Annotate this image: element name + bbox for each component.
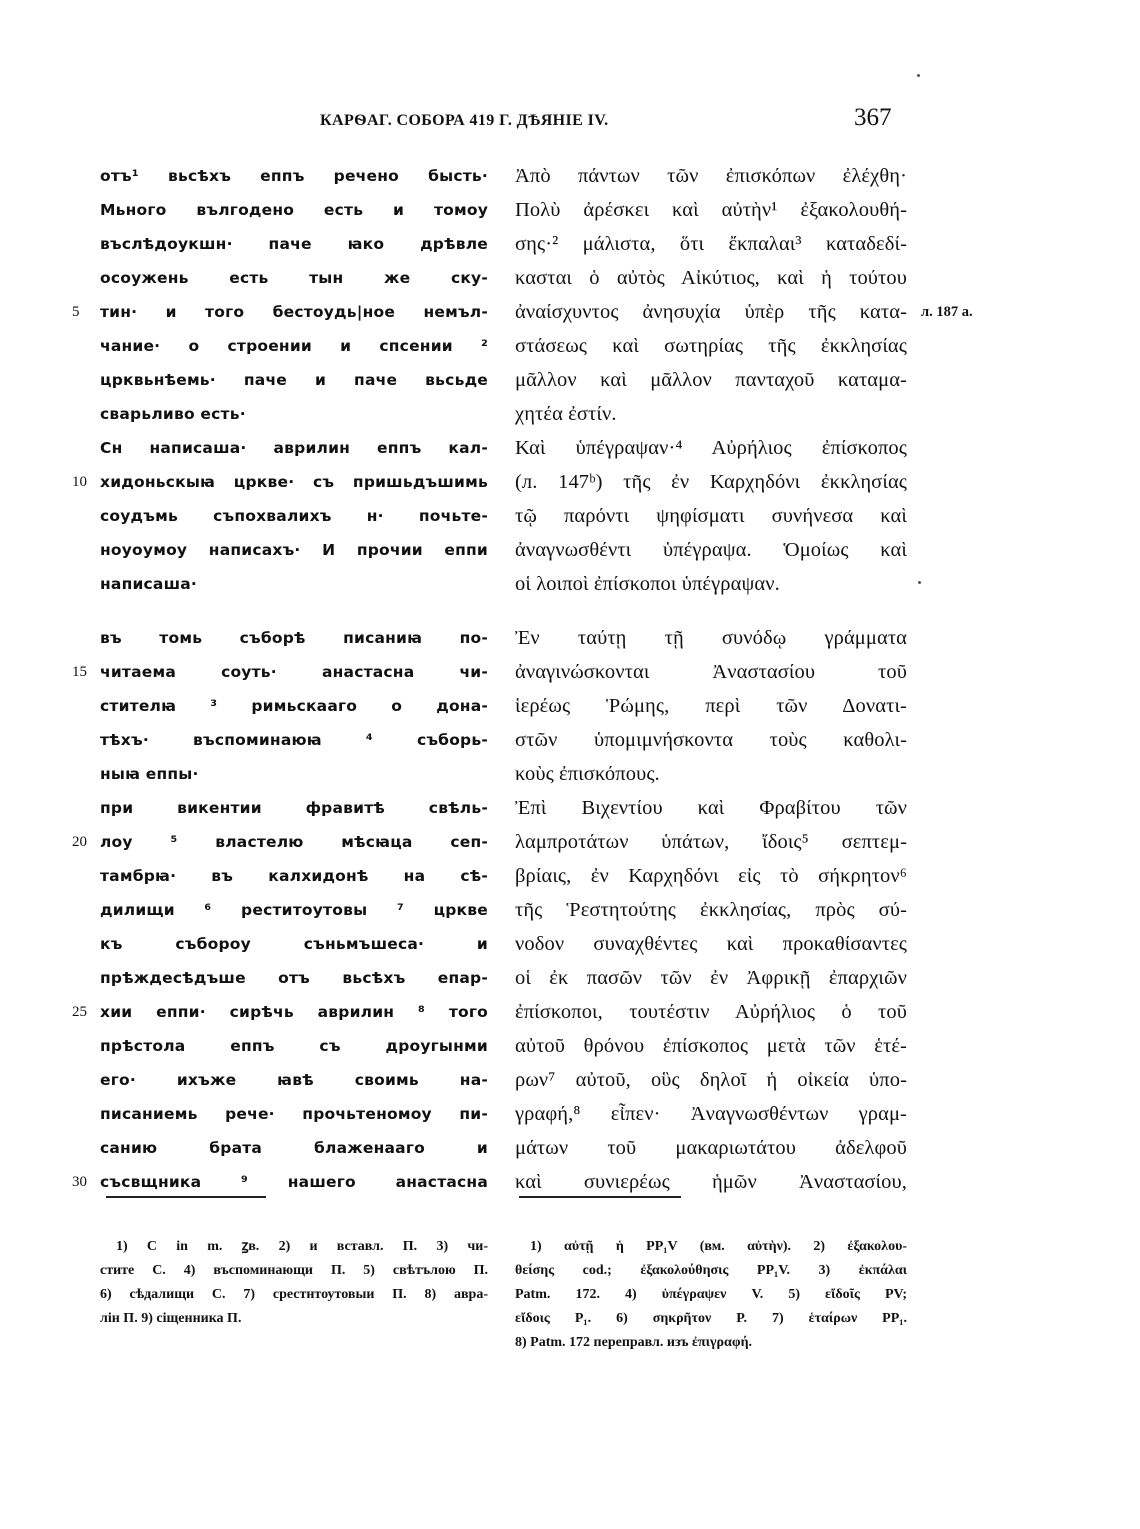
footnote-left-line: стите С. 4) въспоминающи П. 5) свѣтълою П. bbox=[100, 1263, 488, 1278]
slavonic-line: црквьнѣемь· паче и паче вьсьде bbox=[100, 371, 488, 389]
margin-folio-note: л. 187 а. bbox=[921, 304, 973, 320]
slavonic-line: его· ихъже ꙗвѣ своимь на- bbox=[100, 1071, 488, 1089]
running-header: КАРѲАГ. СОБОРА 419 Г. ДѢЯНІЕ IV. bbox=[320, 112, 609, 129]
greek-line: ἀναγνωσθέντι ὑπέγραψα. Ὁμοίως καὶ bbox=[515, 539, 907, 561]
slavonic-line: читаема соуть· анастасна чи- bbox=[100, 663, 488, 681]
greek-line: λαμπροτάτων ὑπάτων, ἴδοις⁵ σεπτεμ- bbox=[515, 831, 907, 853]
slavonic-line: прѣстола еппъ съ дроугынми bbox=[100, 1037, 488, 1055]
slavonic-line: хии еппи· сирѣчь аврилин ⁸ того bbox=[100, 1003, 488, 1021]
greek-line: κοὺς ἐπισκόπους. bbox=[515, 763, 660, 785]
slavonic-line: тамбрꙗ· въ калхидонѣ на сѣ- bbox=[100, 867, 488, 885]
slavonic-line: прѣждесѣдъше отъ вьсѣхъ епар- bbox=[100, 969, 488, 987]
footnote-left-line: лін П. 9) сіщенника П. bbox=[100, 1311, 242, 1326]
greek-line: μᾶλλον καὶ μᾶλλον πανταχοῦ καταμα- bbox=[515, 369, 907, 391]
slavonic-line: тѣхъ· въспоминаюꙗ ⁴ съборь- bbox=[100, 731, 488, 749]
footnote-right-line: θείσης cod.; ἐξακολούθησις PP₁V. 3) ἐκπάλαι bbox=[515, 1263, 907, 1278]
slavonic-line: въслѣдоукшн· паче ꙗко дрѣвле bbox=[100, 235, 488, 253]
greek-line: χητέα ἐστίν. bbox=[515, 403, 617, 425]
greek-line: Ἐπὶ Βιχεντίου καὶ Φραβίτου τῶν bbox=[515, 797, 907, 819]
greek-line: Καὶ ὑπέγραψαν·⁴ Αὐρήλιος ἐπίσκοπος bbox=[515, 437, 907, 459]
footnote-left-line: 1) С in m. ꙁв. 2) и вставл. П. 3) чи- bbox=[116, 1239, 488, 1254]
greek-line: Ἀπὸ πάντων τῶν ἐπισκόπων ἐλέχθη· bbox=[515, 165, 907, 187]
greek-line: στάσεως καὶ σωτηρίας τῆς ἐκκλησίας bbox=[515, 335, 907, 357]
greek-line: Πολὺ ἀρέσκει καὶ αὐτὴν¹ ἐξακολουθή- bbox=[515, 199, 907, 221]
greek-line: Ἐν ταύτῃ τῇ συνόδῳ γράμματα bbox=[515, 627, 907, 649]
print-speck bbox=[918, 581, 921, 584]
greek-line: ἀναίσχυντος ἀνησυχία ὑπὲρ τῆς κατα- bbox=[515, 301, 907, 323]
slavonic-line: ноуоумоу написахъ· И прочии еппи bbox=[100, 541, 488, 559]
slavonic-line: ныꙗ еппы· bbox=[100, 765, 199, 783]
slavonic-line: соудъмь съпохвалихъ н· почьте- bbox=[100, 507, 488, 525]
slavonic-line: написаша· bbox=[100, 575, 197, 593]
slavonic-line: стителꙗ ³ римьскааго о дона- bbox=[100, 697, 488, 715]
greek-line: καὶ συνιερέως ἡμῶν Ἀναστασίου, bbox=[515, 1171, 907, 1193]
slavonic-line: санию брата блаженааго и bbox=[100, 1139, 488, 1157]
greek-line: (л. 147ᵇ) τῆς ἐν Καρχηδόνι ἐκκλησίας bbox=[515, 471, 907, 493]
footnote-right-line: 8) Patm. 172 переправл. изъ ἐπιγραφή. bbox=[515, 1335, 753, 1350]
footnote-right-line: 1) αὐτῇ ἡ PP₁V (вм. αὐτὴν). 2) ἐξακολου- bbox=[530, 1239, 907, 1254]
greek-line: κασται ὁ αὐτὸς Αἰκύτιος, καὶ ἡ τούτου bbox=[515, 267, 907, 289]
line-number: 25 bbox=[72, 1004, 87, 1020]
greek-line: βρίαις, ἐν Καρχηδόνι εἰς τὸ σήκρητον⁶ bbox=[515, 865, 907, 887]
line-number: 30 bbox=[72, 1174, 87, 1190]
line-number: 20 bbox=[72, 834, 87, 850]
footnote-rule-right bbox=[519, 1196, 681, 1198]
slavonic-line: дилищи ⁶ реститоутовы ⁷ цркве bbox=[100, 901, 488, 919]
greek-line: αὐτοῦ θρόνου ἐπίσκοπος μετὰ τῶν ἑτέ- bbox=[515, 1035, 907, 1057]
greek-line: οἱ ἐκ πασῶν τῶν ἐν Ἀφρικῇ ἐπαρχιῶν bbox=[515, 967, 907, 989]
greek-line: οἱ λοιποὶ ἐπίσκοποι ὑπέγραψαν. bbox=[515, 573, 780, 595]
greek-line: στῶν ὑπομιμνήσκοντα τοὺς καθολι- bbox=[515, 729, 907, 751]
footnote-right-line: εἴδοις P₁. 6) σηκρῆτον P. 7) ἑταίρων PP₁. bbox=[515, 1311, 907, 1326]
greek-line: τῷ παρόντι ψηφίσματι συνήνεσα καὶ bbox=[515, 505, 907, 527]
greek-line: ἀναγινώσκονται Ἀναστασίου τοῦ bbox=[515, 661, 907, 683]
greek-line: τῆς Ῥεστητούτης ἐκκλησίας, πρὸς σύ- bbox=[515, 899, 907, 921]
slavonic-line: съсвщника ⁹ нашего анастасна bbox=[100, 1173, 488, 1191]
footnote-left-line: 6) сѣдалищи С. 7) срестнтоутовыи П. 8) авра- bbox=[100, 1287, 488, 1302]
slavonic-line: сварьливо есть· bbox=[100, 405, 246, 423]
slavonic-line: чание· о строении и спсении ² bbox=[100, 337, 488, 355]
slavonic-line: писаниемь рече· прочьтеномоу пи- bbox=[100, 1105, 488, 1123]
slavonic-line: Сн написаша· аврилин еппъ кал- bbox=[100, 439, 488, 457]
greek-line: ἐπίσκοποι, τουτέστιν Αὐρήλιος ὁ τοῦ bbox=[515, 1001, 907, 1023]
line-number: 10 bbox=[72, 474, 87, 490]
greek-line: μάτων τοῦ μακαριωτάτου ἀδελφοῦ bbox=[515, 1137, 907, 1159]
slavonic-line: при викентии фравитѣ свѣль- bbox=[100, 799, 488, 817]
slavonic-line: хидоньскыꙗ цркве· съ пришьдъшимь bbox=[100, 473, 488, 491]
page-number: 367 bbox=[854, 104, 892, 131]
slavonic-line: въ томь съборѣ писаниꙗ по- bbox=[100, 629, 488, 647]
slavonic-line: Мьного вългодено есть и томоу bbox=[100, 201, 488, 219]
greek-line: νοδον συναχθέντες καὶ προκαθίσαντες bbox=[515, 933, 907, 955]
greek-line: γραφή,⁸ εἶπεν· Ἀναγνωσθέντων γραμ- bbox=[515, 1103, 907, 1125]
slavonic-line: осоужень есть тын же ску- bbox=[100, 269, 488, 287]
greek-line: σης·² μάλιστα, ὅτι ἔκπαλαι³ καταδεδί- bbox=[515, 233, 907, 255]
greek-line: ρων⁷ αὐτοῦ, οὓς δηλοῖ ἡ οἰκεία ὑπο- bbox=[515, 1069, 907, 1091]
slavonic-line: тин· и того бестоудь|ное немъл- bbox=[100, 303, 488, 321]
footnote-rule-left bbox=[106, 1196, 266, 1198]
print-speck bbox=[917, 74, 920, 77]
line-number: 15 bbox=[72, 664, 87, 680]
slavonic-line: лоу ⁵ властелю мѣсꙗца сеп- bbox=[100, 833, 488, 851]
footnote-right-line: Patm. 172. 4) ὑπέγραψεν V. 5) εἴδοῖς PV; bbox=[515, 1287, 907, 1302]
slavonic-line: къ събороу съньмъшеса· и bbox=[100, 935, 488, 953]
line-number: 5 bbox=[72, 304, 80, 320]
greek-line: ἱερέως Ῥώμης, περὶ τῶν Δονατι- bbox=[515, 695, 907, 717]
slavonic-line: отъ¹ вьсѣхъ еппъ речено бысть· bbox=[100, 167, 488, 185]
